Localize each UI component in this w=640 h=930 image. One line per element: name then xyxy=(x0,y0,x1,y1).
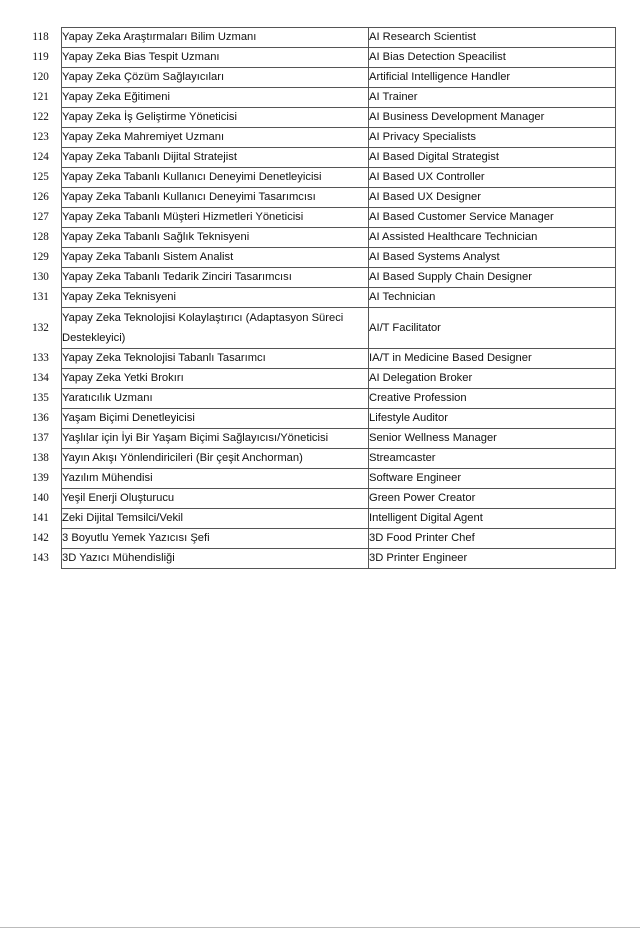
english-title-cell: 3D Food Printer Chef xyxy=(369,529,616,549)
table-row xyxy=(20,389,616,409)
table-row xyxy=(20,128,616,148)
table-row xyxy=(20,48,616,68)
table-row xyxy=(20,489,616,509)
turkish-title-cell: Yaratıcılık Uzmanı xyxy=(62,389,369,409)
row-number: 132 xyxy=(32,321,49,334)
table-row xyxy=(20,529,616,549)
english-title-cell: AI Based UX Designer xyxy=(369,188,616,208)
turkish-title-cell: Yapay Zeka Tabanlı Dijital Stratejist xyxy=(62,148,369,168)
row-number: 119 xyxy=(32,51,49,63)
turkish-title-cell: Yayın Akışı Yönlendiricileri (Bir çeşit Anchorman) xyxy=(62,449,369,469)
english-title-cell: AI Based Digital Strategist xyxy=(369,148,616,168)
turkish-title-cell: Yaşlılar için İyi Bir Yaşam Biçimi Sağlayıcısı/Yöneticisi xyxy=(62,429,369,449)
turkish-title-cell: Yapay Zeka Mahremiyet Uzmanı xyxy=(62,128,369,148)
english-title-cell: Green Power Creator xyxy=(369,489,616,509)
english-title-cell: AI/T Facilitator xyxy=(369,308,616,349)
english-title-cell: AI Trainer xyxy=(369,88,616,108)
table-row xyxy=(20,228,616,248)
table-row xyxy=(20,349,616,369)
table-row xyxy=(20,369,616,389)
row-number: 118 xyxy=(32,31,49,43)
turkish-title-cell: Yapay Zeka Tabanlı Tedarik Zinciri Tasarımcısı xyxy=(62,268,369,288)
english-title-cell: AI Based Supply Chain Designer xyxy=(369,268,616,288)
english-title-cell: Creative Profession xyxy=(369,389,616,409)
turkish-title-cell: Yapay Zeka Yetki Brokırı xyxy=(62,369,369,389)
turkish-title-cell: Yapay Zeka Çözüm Sağlayıcıları xyxy=(62,68,369,88)
table-row xyxy=(20,168,616,188)
table-body xyxy=(20,28,616,569)
table-row xyxy=(20,248,616,268)
table-row xyxy=(20,429,616,449)
turkish-title-cell: 3D Yazıcı Mühendisliği xyxy=(62,549,369,569)
row-number: 131 xyxy=(32,291,49,303)
row-number: 138 xyxy=(32,452,49,464)
row-number: 142 xyxy=(32,532,49,544)
row-number: 127 xyxy=(32,211,49,223)
turkish-title-cell: Yapay Zeka Tabanlı Müşteri Hizmetleri Yöneticisi xyxy=(62,208,369,228)
table-row xyxy=(20,509,616,529)
row-number: 122 xyxy=(32,111,49,123)
row-number: 129 xyxy=(32,251,49,263)
english-title-cell: AI Bias Detection Speacilist xyxy=(369,48,616,68)
table-row xyxy=(20,68,616,88)
row-number: 124 xyxy=(32,151,49,163)
turkish-title-cell: Yapay Zeka Teknolojisi Tabanlı Tasarımcı xyxy=(62,349,369,369)
job-titles-table xyxy=(20,27,616,569)
turkish-title-cell: Yapay Zeka Eğitimeni xyxy=(62,88,369,108)
row-number: 133 xyxy=(32,352,49,364)
english-title-cell: AI Based Customer Service Manager xyxy=(369,208,616,228)
row-number: 134 xyxy=(32,372,49,384)
table-row xyxy=(20,268,616,288)
table-row xyxy=(20,148,616,168)
turkish-title-cell: Yeşil Enerji Oluşturucu xyxy=(62,489,369,509)
turkish-title-cell: Yapay Zeka Tabanlı Sistem Analist xyxy=(62,248,369,268)
turkish-title-cell: Yaşam Biçimi Denetleyicisi xyxy=(62,409,369,429)
row-number: 128 xyxy=(32,231,49,243)
english-title-cell: AI Delegation Broker xyxy=(369,369,616,389)
table-row xyxy=(20,28,616,48)
turkish-title-cell: 3 Boyutlu Yemek Yazıcısı Şefi xyxy=(62,529,369,549)
row-number: 135 xyxy=(32,392,49,404)
english-title-cell: Lifestyle Auditor xyxy=(369,409,616,429)
row-number: 123 xyxy=(32,131,49,143)
page-bottom-rule xyxy=(0,927,640,928)
table-row xyxy=(20,469,616,489)
table-row xyxy=(20,208,616,228)
turkish-title-cell: Yapay Zeka Tabanlı Sağlık Teknisyeni xyxy=(62,228,369,248)
turkish-title-cell: Yapay Zeka Tabanlı Kullanıcı Deneyimi Denetleyicisi xyxy=(62,168,369,188)
english-title-cell: AI Based UX Controller xyxy=(369,168,616,188)
row-number: 130 xyxy=(32,271,49,283)
turkish-title-cell: Zeki Dijital Temsilci/Vekil xyxy=(62,509,369,529)
table-row xyxy=(20,108,616,128)
english-title-cell: AI Privacy Specialists xyxy=(369,128,616,148)
row-number: 137 xyxy=(32,432,49,444)
turkish-title-cell: Yapay Zeka İş Geliştirme Yöneticisi xyxy=(62,108,369,128)
row-number: 139 xyxy=(32,472,49,484)
row-number: 136 xyxy=(32,412,49,424)
turkish-title-cell: Yapay Zeka Tabanlı Kullanıcı Deneyimi Tasarımcısı xyxy=(62,188,369,208)
english-title-cell: 3D Printer Engineer xyxy=(369,549,616,569)
turkish-title-cell: Yapay Zeka Araştırmaları Bilim Uzmanı xyxy=(62,28,369,48)
row-number: 120 xyxy=(32,71,49,83)
english-title-cell: AI Research Scientist xyxy=(369,28,616,48)
english-title-cell: AI Assisted Healthcare Technician xyxy=(369,228,616,248)
table-row xyxy=(20,449,616,469)
table-row xyxy=(20,188,616,208)
row-number: 125 xyxy=(32,171,49,183)
table-row xyxy=(20,409,616,429)
row-number: 141 xyxy=(32,512,49,524)
table-row xyxy=(20,308,616,349)
english-title-cell: Senior Wellness Manager xyxy=(369,429,616,449)
turkish-title-cell: Yazılım Mühendisi xyxy=(62,469,369,489)
row-number: 126 xyxy=(32,191,49,203)
row-number: 140 xyxy=(32,492,49,504)
turkish-title-cell: Yapay Zeka Bias Tespit Uzmanı xyxy=(62,48,369,68)
english-title-cell: AI Technician xyxy=(369,288,616,308)
table-row xyxy=(20,88,616,108)
english-title-cell: Artificial Intelligence Handler xyxy=(369,68,616,88)
english-title-cell: Intelligent Digital Agent xyxy=(369,509,616,529)
english-title-cell: IA/T in Medicine Based Designer xyxy=(369,349,616,369)
turkish-title-cell: Yapay Zeka Teknolojisi Kolaylaştırıcı (Adaptasyon Süreci Destekleyici) xyxy=(62,308,369,349)
row-number: 121 xyxy=(32,91,49,103)
table-row xyxy=(20,549,616,569)
english-title-cell: AI Business Development Manager xyxy=(369,108,616,128)
english-title-cell: AI Based Systems Analyst xyxy=(369,248,616,268)
row-number: 143 xyxy=(32,552,49,564)
turkish-title-cell: Yapay Zeka Teknisyeni xyxy=(62,288,369,308)
english-title-cell: Software Engineer xyxy=(369,469,616,489)
table-row xyxy=(20,288,616,308)
english-title-cell: Streamcaster xyxy=(369,449,616,469)
